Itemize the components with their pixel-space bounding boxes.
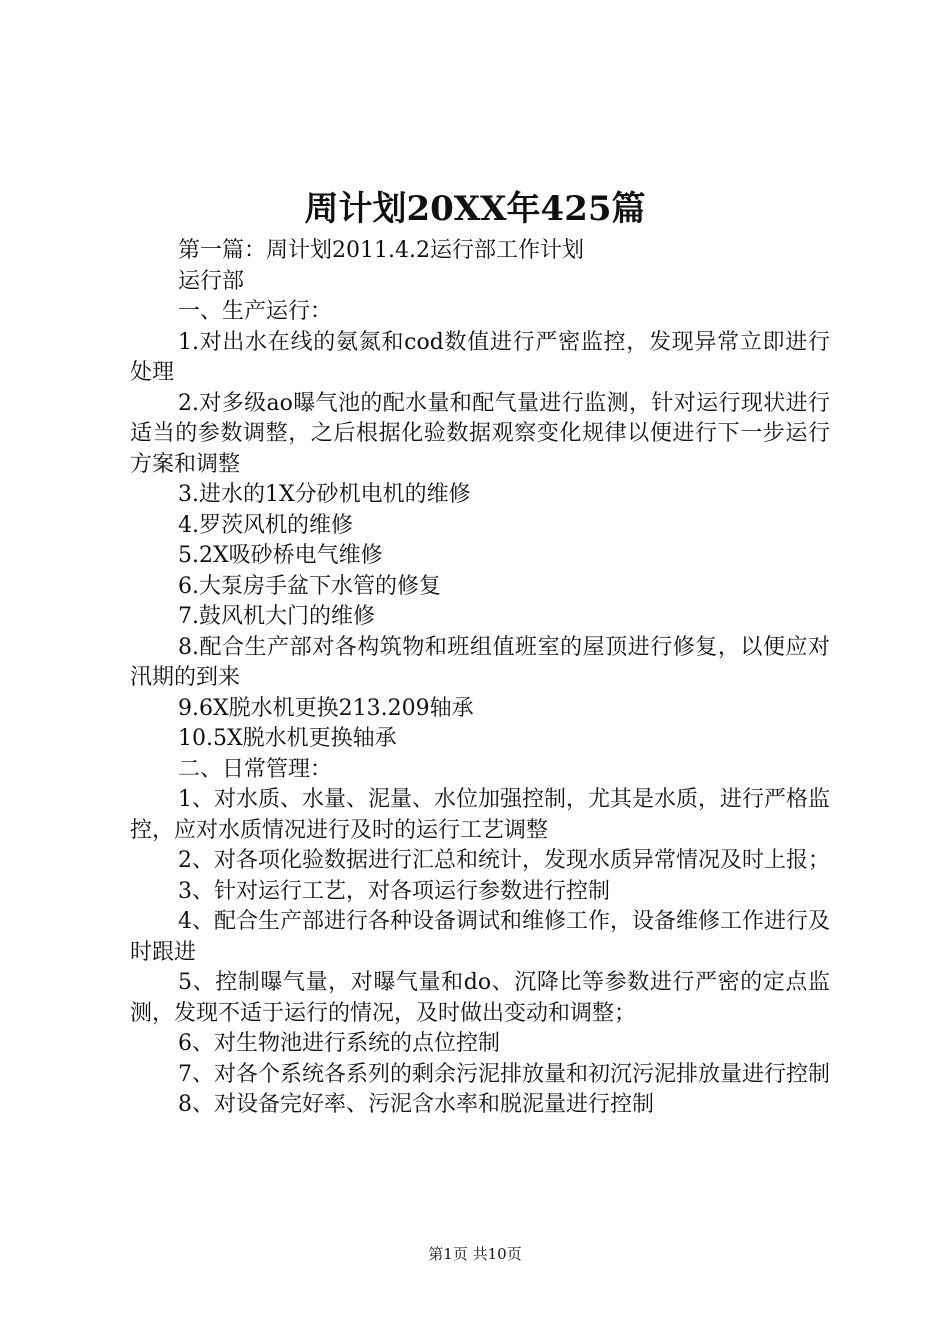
paragraph: 10.5X脱水机更换轴承 — [178, 726, 397, 751]
paragraph: 3.进水的1X分砂机电机的维修 — [178, 482, 471, 507]
paragraph: 3、针对运行工艺，对各项运行参数进行控制 — [178, 878, 610, 904]
paragraph: 5.2X吸砂桥电气维修 — [178, 543, 383, 568]
paragraph: 1.对出水在线的氨氮和cod数值进行严密监控，发现异常立即进行处理 — [130, 329, 830, 385]
paragraph: 7、对各个系统各系列的剩余污泥排放量和初沉污泥排放量进行控制 — [178, 1061, 830, 1087]
paragraph: 一、生产运行： — [178, 299, 333, 324]
paragraph: 8.配合生产部对各构筑物和班组值班室的屋顶进行修复，以便应对汛期的到来 — [130, 634, 830, 690]
paragraph: 4、配合生产部进行各种设备调试和维修工作，设备维修工作进行及时跟进 — [130, 909, 830, 965]
paragraph: 1、对水质、水量、泥量、水位加强控制，尤其是水质，进行严格监控，应对水质情况进行及时的运行工艺调整 — [130, 787, 830, 843]
paragraph: 9.6X脱水机更换213.209轴承 — [178, 695, 474, 721]
paragraph: 2、对各项化验数据进行汇总和统计，发现水质异常情况及时上报； — [178, 848, 830, 873]
document-title: 周计划20XX年425篇 — [304, 189, 646, 229]
paragraph: 2.对多级ao曝气池的配水量和配气量进行监测，针对运行现状进行适当的参数调整，之后根据化验数据观察变化规律以便进行下一步运行方案和调整 — [130, 390, 830, 477]
paragraph: 二、日常管理： — [178, 756, 333, 782]
paragraph: 8、对设备完好率、污泥含水率和脱泥量进行控制 — [178, 1092, 654, 1117]
page-footer: 第1页 共10页 — [428, 1245, 522, 1263]
paragraph: 第一篇：周计划2011.4.2运行部工作计划 — [178, 238, 584, 263]
paragraph: 6.大泵房手盆下水管的修复 — [178, 573, 441, 599]
paragraph: 运行部 — [178, 268, 245, 294]
paragraph: 6、对生物池进行系统的点位控制 — [178, 1031, 500, 1056]
document-body — [130, 236, 830, 1121]
paragraph: 5、控制曝气量，对曝气量和do、沉降比等参数进行严密的定点监测，发现不适于运行的情况，及时做出变动和调整； — [130, 970, 830, 1026]
paragraph: 7.鼓风机大门的维修 — [178, 604, 375, 629]
paragraph: 4.罗茨风机的维修 — [178, 512, 353, 538]
